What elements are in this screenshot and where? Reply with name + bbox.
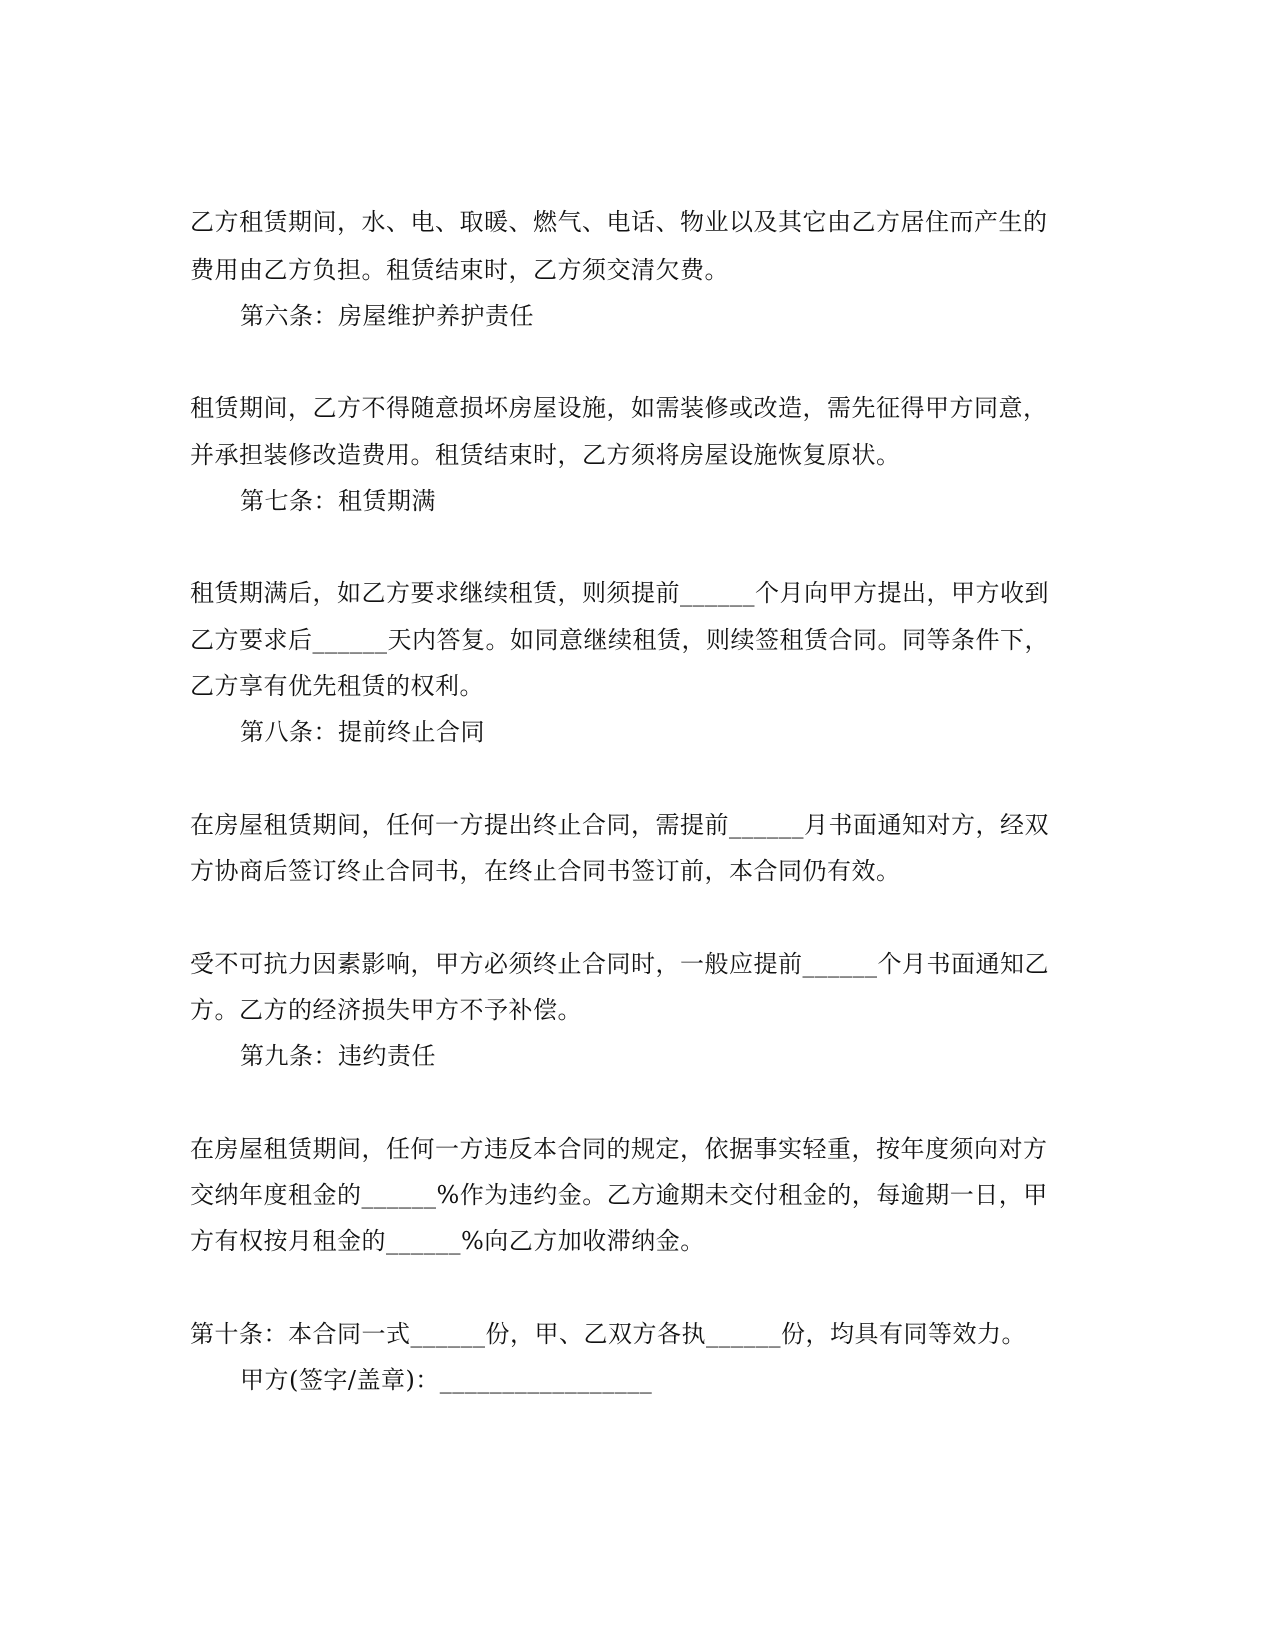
article-8-para2-line-1: 受不可抗力因素影响，甲方必须终止合同时，一般应提前______个月书面通知乙	[190, 950, 1049, 978]
article-10-line: 第十条：本合同一式______份，甲、乙双方各执______份，均具有同等效力。	[190, 1320, 1026, 1348]
article-8-para1-line-2: 方协商后签订终止合同书，在终止合同书签订前，本合同仍有效。	[190, 857, 901, 885]
article-7-line-1: 租赁期满后，如乙方要求继续租赁，则须提前______个月向甲方提出，甲方收到	[190, 579, 1049, 607]
fees-clause-line-1: 乙方租赁期间，水、电、取暖、燃气、电话、物业以及其它由乙方居住而产生的	[190, 208, 1048, 236]
party-a-signature-line: 甲方(签字/盖章)：_________________	[240, 1366, 653, 1394]
article-6-line-2: 并承担装修改造费用。租赁结束时，乙方须将房屋设施恢复原状。	[190, 441, 901, 469]
article-9-heading: 第九条：违约责任	[240, 1042, 436, 1070]
article-6-line-1: 租赁期间，乙方不得随意损坏房屋设施，如需装修或改造，需先征得甲方同意，	[190, 394, 1048, 422]
article-9-line-1: 在房屋租赁期间，任何一方违反本合同的规定，依据事实轻重，按年度须向对方	[190, 1135, 1048, 1163]
article-7-line-2: 乙方要求后______天内答复。如同意继续租赁，则续签租赁合同。同等条件下，	[190, 626, 1049, 654]
article-9-line-3: 方有权按月租金的______%向乙方加收滞纳金。	[190, 1227, 705, 1255]
article-8-para2-line-2: 方。乙方的经济损失甲方不予补偿。	[190, 996, 582, 1024]
fees-clause-line-2: 费用由乙方负担。租赁结束时，乙方须交清欠费。	[190, 256, 729, 284]
article-8-heading: 第八条：提前终止合同	[240, 718, 485, 746]
article-7-heading: 第七条：租赁期满	[240, 487, 436, 515]
article-6-heading: 第六条：房屋维护养护责任	[240, 302, 534, 330]
article-9-line-2: 交纳年度租金的______%作为违约金。乙方逾期未交付租金的，每逾期一日，甲	[190, 1181, 1048, 1209]
article-7-line-3: 乙方享有优先租赁的权利。	[190, 672, 484, 700]
article-8-para1-line-1: 在房屋租赁期间，任何一方提出终止合同，需提前______月书面通知对方，经双	[190, 811, 1049, 839]
